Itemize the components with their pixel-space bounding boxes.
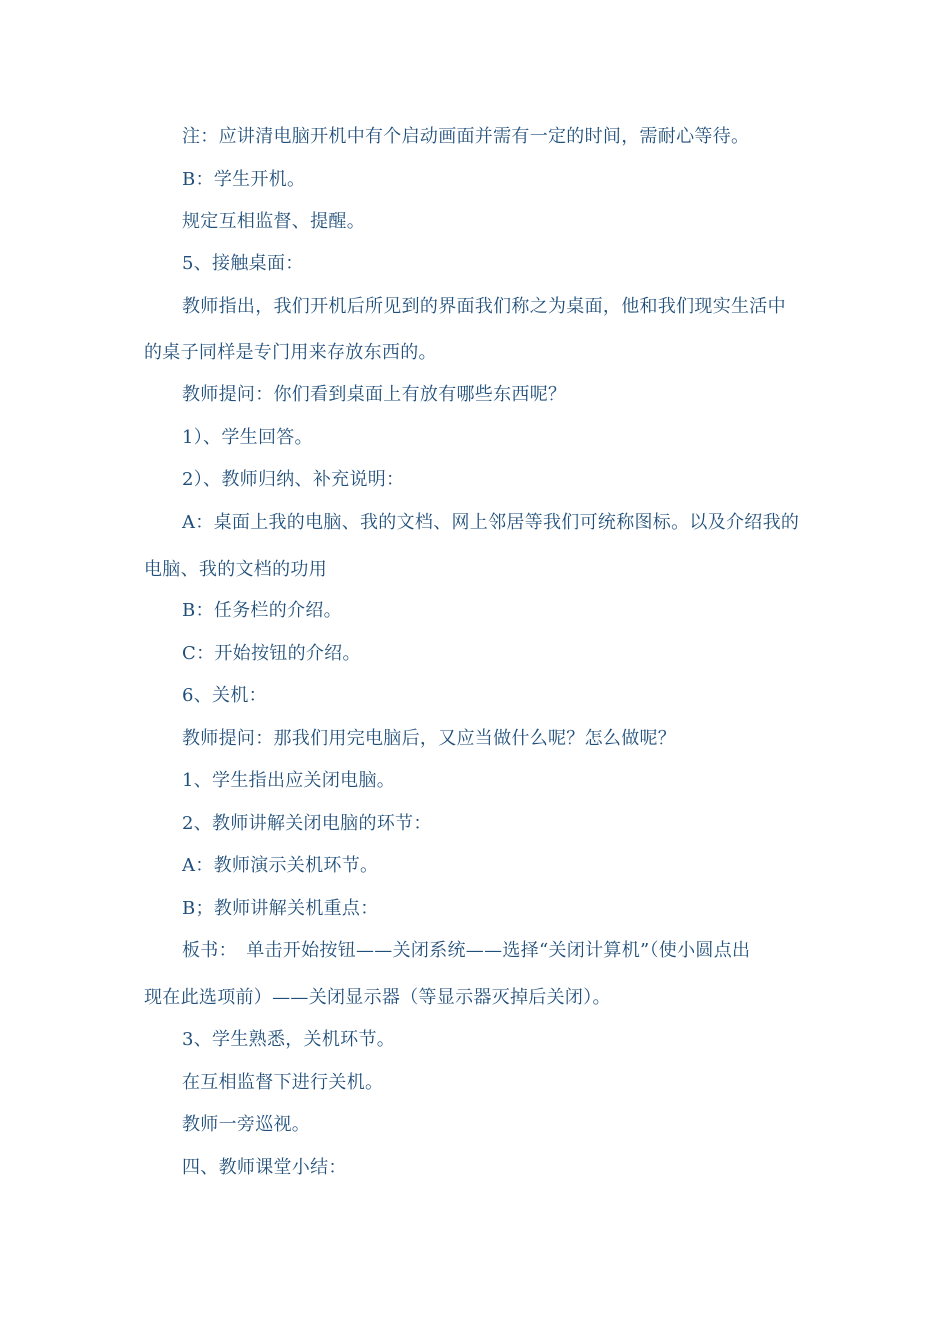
paragraph-line: A：桌面上我的电脑、我的文档、网上邻居等我们可统称图标。以及介绍我的: [182, 512, 800, 533]
paragraph-line: 1、学生指出应关闭电脑。: [182, 770, 396, 791]
paragraph-line: 注：应讲清电脑开机中有个启动画面并需有一定的时间，需耐心等待。: [182, 126, 750, 147]
paragraph-line: 2、教师讲解关闭电脑的环节：: [182, 813, 432, 834]
section-heading: 5、接触桌面：: [182, 253, 304, 274]
paragraph-line: C：开始按钮的介绍。: [182, 643, 361, 664]
paragraph-line: 在互相监督下进行关机。: [182, 1072, 384, 1093]
paragraph-line: 电脑、我的文档的功用: [144, 559, 327, 580]
paragraph-line: 规定互相监督、提醒。: [182, 211, 365, 232]
paragraph-line: B；教师讲解关机重点：: [182, 898, 379, 919]
paragraph-line: 教师指出，我们开机后所见到的界面我们称之为桌面，他和我们现实生活中: [182, 296, 786, 317]
paragraph-line: 教师提问：你们看到桌面上有放有哪些东西呢？: [182, 384, 567, 405]
paragraph-line: 2）、教师归纳、补充说明：: [182, 469, 405, 490]
paragraph-line: 现在此选项前）——关闭显示器（等显示器灭掉后关闭）。: [144, 987, 611, 1008]
paragraph-line: 教师一旁巡视。: [182, 1114, 311, 1135]
paragraph-line: 教师提问：那我们用完电脑后，又应当做什么呢？怎么做呢？: [182, 728, 677, 749]
section-heading: 6、关机：: [182, 685, 267, 706]
paragraph-line: A：教师演示关机环节。: [182, 855, 379, 876]
section-heading: 四、教师课堂小结：: [182, 1157, 347, 1178]
paragraph-line: 板书： 单击开始按钮——关闭系统——选择“关闭计算机”（使小圆点出: [182, 940, 751, 961]
paragraph-line: B：任务栏的介绍。: [182, 600, 342, 621]
paragraph-line: 的桌子同样是专门用来存放东西的。: [144, 342, 437, 363]
paragraph-line: 1）、学生回答。: [182, 427, 313, 448]
paragraph-line: 3、学生熟悉，关机环节。: [182, 1029, 396, 1050]
paragraph-line: B：学生开机。: [182, 169, 306, 190]
